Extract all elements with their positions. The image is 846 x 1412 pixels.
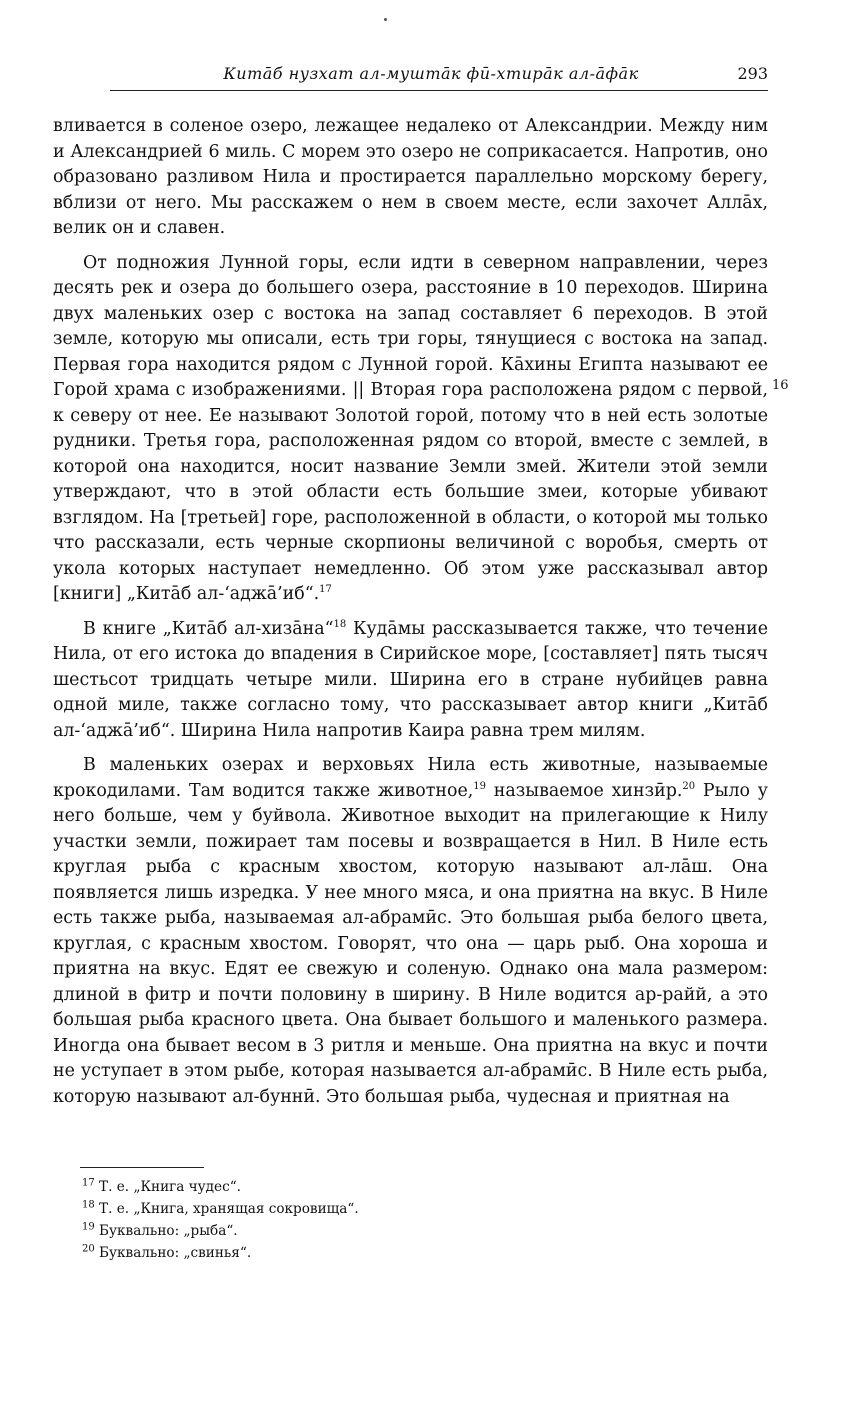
paragraph-4: [53, 753, 768, 1110]
paragraph-4-text-a: В маленьких озерах и верховьях Нила есть животные, называемые крокодилами. Там водится также животное,: [53, 755, 768, 801]
footnote-17: [82, 1176, 682, 1198]
footnote-ref-18[interactable]: 18: [333, 618, 347, 630]
footnote-text: Буквально: „свинья“.: [94, 1245, 252, 1261]
footnote-18: [82, 1198, 682, 1220]
paragraph-1: [53, 114, 768, 242]
footnote-19: [82, 1220, 682, 1242]
footnote-number: 20: [82, 1243, 95, 1255]
paragraph-2-text: От подножия Лунной горы, если идти в северном направлении, через десять рек и озера до большего озера, расстояние в 10 переходов. Ширина двух маленьких озер с востока на запад составляет 6 переходов. В этой земле, которую мы описали, есть три горы, тянущиеся с востока на запад. Первая гора находится рядом с Лунной горой. Кāхины Египта называют ее Горой храма с изображениями. || Вторая гора расположена рядом с первой, к северу от нее. Ее называют Золотой горой, потому что в ней есть золотые рудники. Третья гора, расположенная рядом со второй, вместе с землей, в которой она находится, носит название Земли змей. Жители этой земли утверждают, что в этой области есть большие змеи, которые убивают взглядом. На [третьей] горе, расположенной в области, о которой мы только что рассказали, есть черные скорпионы величиной с воробья, смерть от укола которых наступает немедленно. Об этом уже рассказывал автор [книги] „Китāб ал-‘аджā’иб“.: [53, 252, 768, 604]
paragraph-4-text-c: Рыло у него больше, чем у буйвола. Животное выходит на прилегающие к Нилу участки земли, пожирает там посевы и возвращается в Нил. В Ниле есть круглая рыба с красным хвостом, которую называют ал-лāш. Она появляется лишь изредка. У нее много мяса, и она приятна на вкус. В Ниле есть также рыба, называемая ал-абрамӣс. Это большая рыба белого цвета, круглая, с красным хвостом. Говорят, что она — царь рыб. Она хороша и приятна на вкус. Едят ее свежую и соленую. Однако она мала размером: длиной в фитр и почти половину в ширину. В Ниле водится ар-райй, а это большая рыба красного цвета. Она бывает большого и маленького размера. Иногда она бывает весом в 3 ритля и меньше. Она приятна на вкус и почти не уступает в этом рыбе, которая называется ал-абрамӣс. В Ниле есть рыба, которую называют ал-буннӣ. Это большая рыба, чудесная и приятная на: [53, 780, 768, 1107]
paragraph-1-text: вливается в соленое озеро, лежащее недалеко от Александрии. Между ним и Александрией 6 миль. С морем это озеро не соприкасается. Напротив, оно образовано разливом Нила и простирается параллельно морскому берегу, вблизи от него. Мы расскажем о нем в своем месте, если захочет Аллāх, велик он и славен.: [53, 116, 768, 238]
footnotes: [82, 1176, 682, 1264]
footnote-ref-19[interactable]: 19: [473, 780, 486, 792]
paragraph-2: [53, 251, 768, 608]
footnote-20: [82, 1242, 682, 1264]
footnote-number: 17: [82, 1177, 95, 1189]
footnote-text: Т. е. „Книга чудес“.: [94, 1179, 241, 1195]
footnote-number: 19: [82, 1221, 95, 1233]
paragraph-3-text-b: Кудāмы рассказывается также, что течение Нила, от его истока до впадения в Сирийское море, [составляет] пять тысяч шестьсот тридцать четыре мили. Ширина его в стране нубийцев равна одной миле, также согласно тому, что рассказывает автор книги „Китāб ал-‘аджā’иб“. Ширина Нила напротив Каира равна трем милям.: [53, 618, 769, 741]
footnote-number: 18: [82, 1199, 95, 1211]
main-text: [53, 114, 768, 1119]
footnote-text: Буквально: „рыба“.: [94, 1223, 238, 1239]
page-number: 293: [737, 64, 768, 83]
marginal-folio-number: 16: [772, 378, 789, 393]
footnote-ref-20[interactable]: 20: [682, 780, 696, 792]
running-head-title: Китāб нузхат ал-муштāк фӣ-хтирāк ал-āфāк: [223, 64, 639, 83]
paragraph-3-text-a: В книге „Китāб ал-хизāна“: [83, 618, 334, 639]
footnote-text: Т. е. „Книга, хранящая сокровища“.: [94, 1201, 359, 1217]
running-head: [110, 64, 768, 91]
paragraph-4-text-b: называемое хинзӣр.: [486, 780, 683, 801]
footnote-ref-17[interactable]: 17: [319, 584, 332, 596]
printing-mark: [384, 18, 387, 21]
footnote-divider: [80, 1167, 204, 1168]
paragraph-3: [53, 617, 768, 745]
